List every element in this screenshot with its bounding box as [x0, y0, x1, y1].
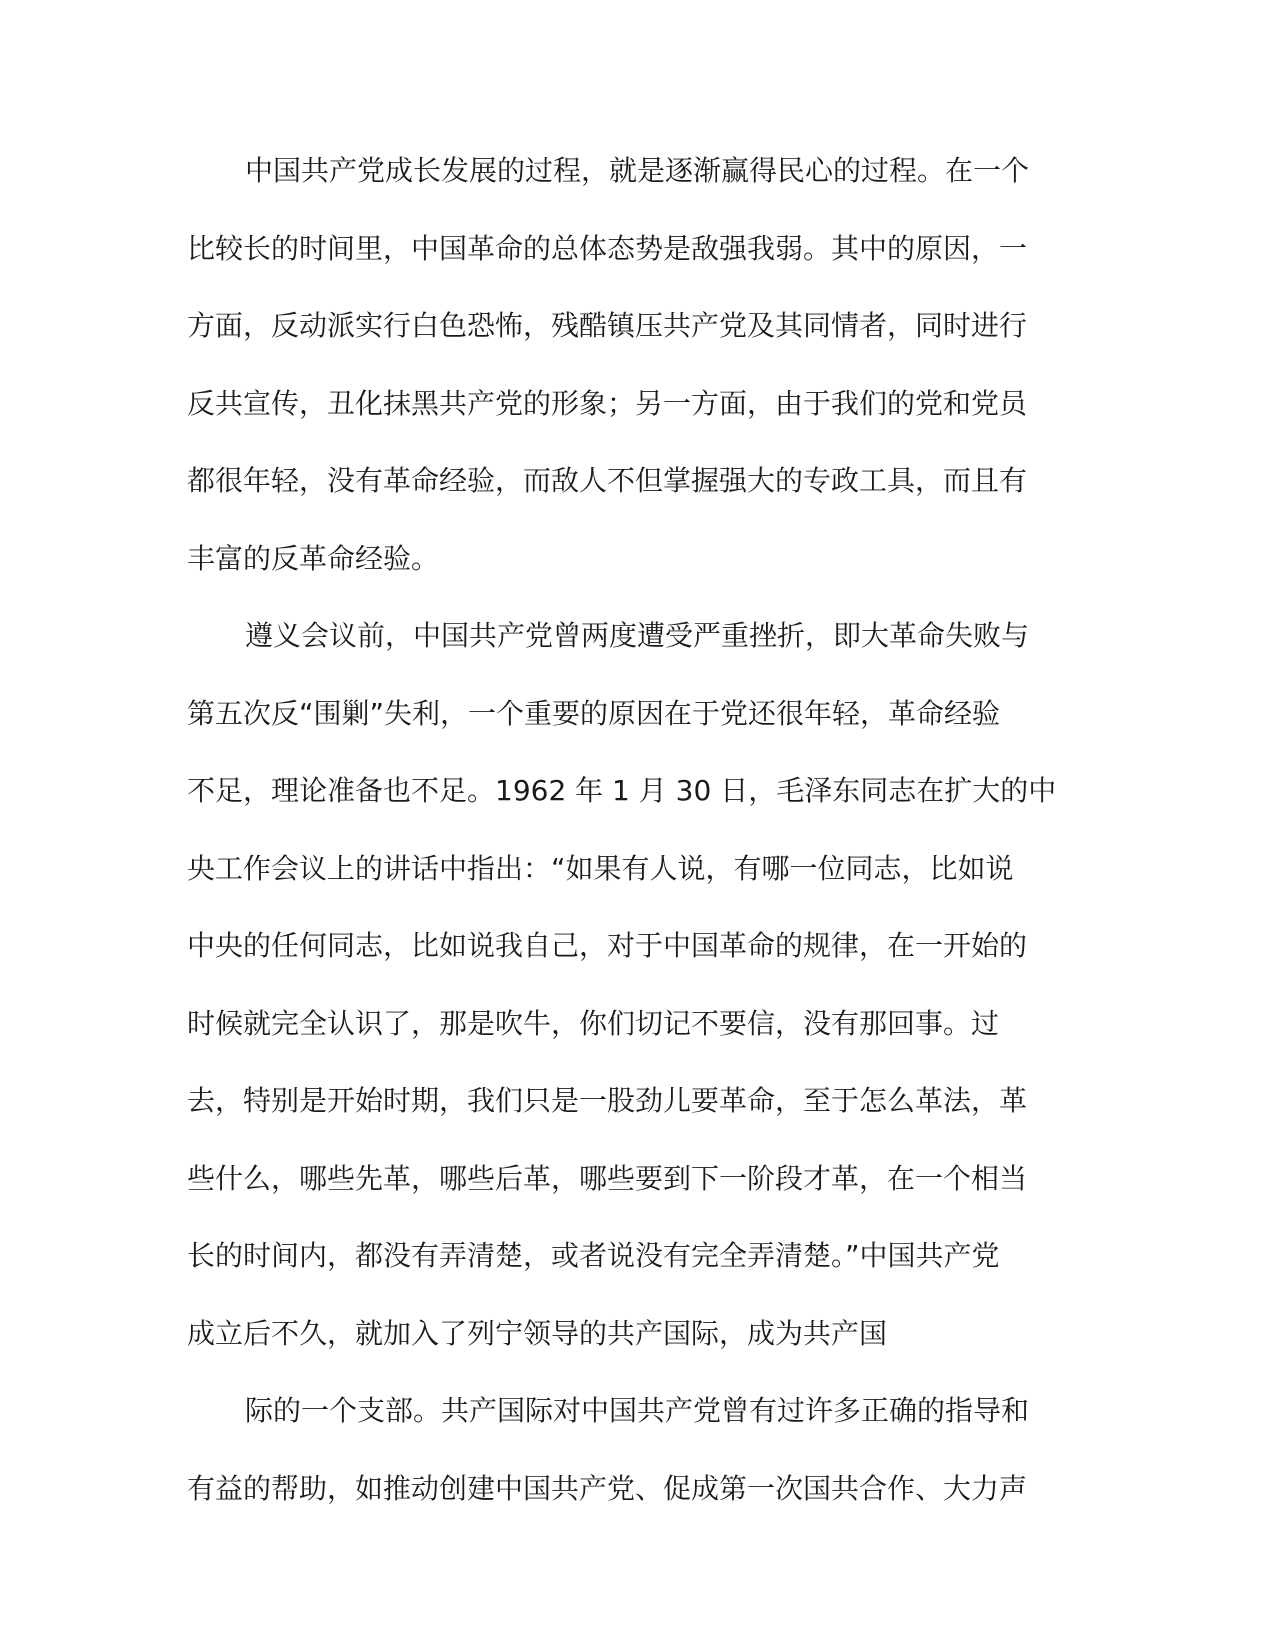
paragraph-line: 遵义会议前，中国共产党曾两度遭受严重挫折，即大革命失败与: [245, 619, 1030, 652]
paragraph-line: 比较长的时间里，中国革命的总体态势是敌强我弱。其中的原因，一: [187, 231, 1028, 265]
paragraph-line: 第五次反“围剿”失利，一个重要的原因在于党还很年轻，革命经验: [187, 696, 1001, 730]
paragraph-line: 中国共产党成长发展的过程，就是逐渐赢得民心的过程。在一个: [245, 154, 1030, 187]
paragraph-line: 都很年轻，没有革命经验，而敌人不但掌握强大的专政工具，而且有: [187, 464, 1028, 497]
paragraph-line: 时候就完全认识了，那是吹牛，你们切记不要信，没有那回事。过: [187, 1006, 1000, 1040]
paragraph-line: 些什么，哪些先革，哪些后革，哪些要到下一阶段才革，在一个相当: [187, 1161, 1028, 1195]
paragraph-line: 际的一个支部。共产国际对中国共产党曾有过许多正确的指导和: [245, 1394, 1030, 1427]
paragraph-line: 央工作会议上的讲话中指出：“如果有人说，有哪一位同志，比如说: [187, 851, 1014, 885]
body-text: [187, 132, 1087, 1527]
paragraph-line: 丰富的反革命经验。: [187, 541, 440, 575]
paragraph-line: 反共宣传，丑化抹黑共产党的形象；另一方面，由于我们的党和党员: [187, 386, 1028, 420]
paragraph-line: 成立后不久，就加入了列宁领导的共产国际，成为共产国: [187, 1316, 888, 1350]
paragraph-line: 中央的任何同志，比如说我自己，对于中国革命的规律，在一开始的: [187, 929, 1028, 962]
paragraph-line: 有益的帮助，如推动创建中国共产党、促成第一次国共合作、大力声: [187, 1471, 1028, 1505]
paragraph-line: 去，特别是开始时期，我们只是一股劲儿要革命，至于怎么革法，革: [187, 1084, 1028, 1117]
paragraph-line: 方面，反动派实行白色恐怖，残酷镇压共产党及其同情者，同时进行: [187, 309, 1028, 342]
paragraph-line: 不足，理论准备也不足。1962 年 1 月 30 日，毛泽东同志在扩大的中: [187, 774, 1057, 807]
paragraph-line: 长的时间内，都没有弄清楚，或者说没有完全弄清楚。”中国共产党: [187, 1239, 1000, 1272]
